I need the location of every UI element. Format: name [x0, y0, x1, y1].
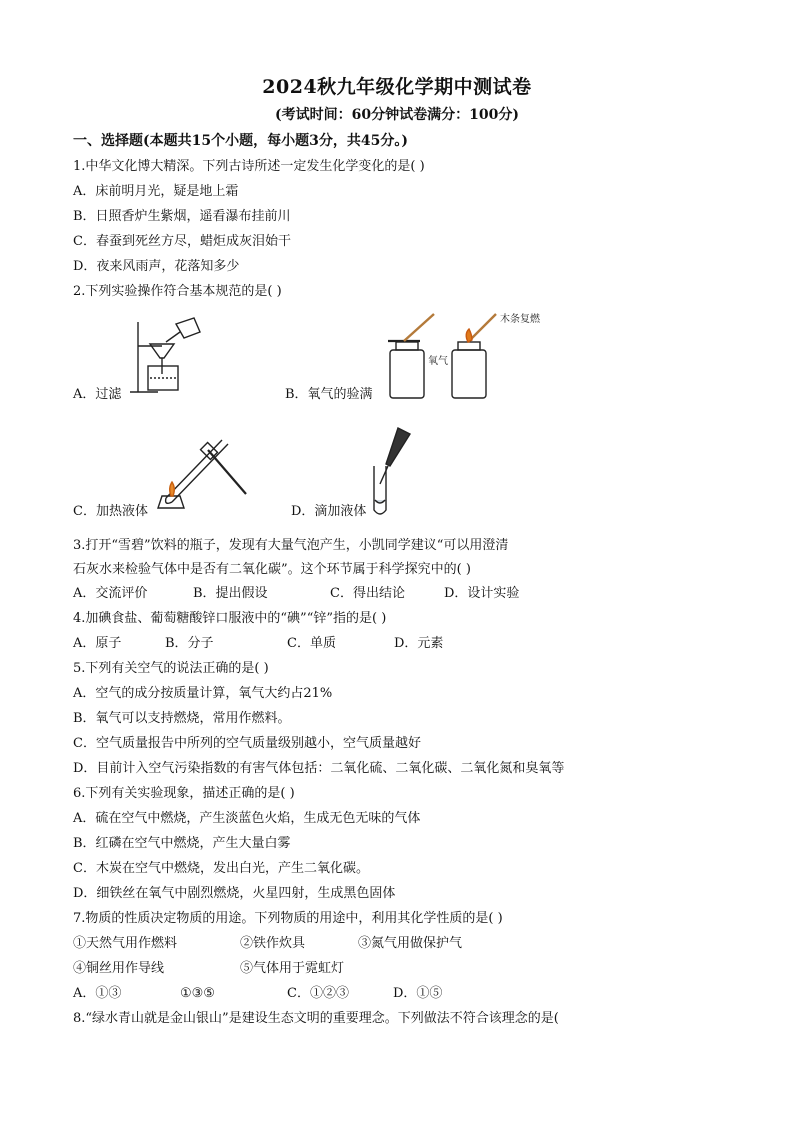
question-2-stem: 2.下列实验操作符合基本规范的是( ) [73, 284, 282, 299]
question-7-item-1: ①天然气用作燃料 [73, 936, 178, 951]
question-4-stem: 4.加碘食盐、葡萄糖酸锌口服液中的“碘”“锌”指的是( ) [73, 611, 387, 626]
question-7-option-a: A．①③ [73, 986, 122, 1001]
question-2-option-b: B．氧气的验满 [285, 387, 373, 402]
filtration-figure [128, 318, 210, 396]
question-3-stem-line1: 3.打开“雪碧”饮料的瓶子，发现有大量气泡产生，小凯同学建议“可以用澄清 [73, 538, 509, 553]
section-heading: 一、选择题(本题共15个小题，每小题3分，共45分。) [73, 133, 408, 149]
question-1-option-b: B．日照香炉生紫烟，遥看瀑布挂前川 [73, 209, 291, 224]
wood-stick-label: 木条复燃 [500, 314, 540, 325]
question-3-option-d: D．设计实验 [444, 586, 520, 601]
question-5-option-d: D．目前计入空气污染指数的有害气体包括：二氧化硫、二氧化碳、二氧化氮和臭氧等 [73, 761, 565, 776]
question-3-option-c: C．得出结论 [330, 586, 405, 601]
question-4-option-b: B．分子 [165, 636, 214, 651]
question-5-option-b: B．氧气可以支持燃烧，常用作燃料。 [73, 711, 291, 726]
question-4-option-d: D．元素 [394, 636, 444, 651]
oxygen-label: 氧气 [428, 356, 448, 367]
question-7-item-5: ⑤气体用于霓虹灯 [240, 961, 345, 976]
question-2-option-d: D．滴加液体 [291, 504, 367, 519]
question-5-option-a: A．空气的成分按质量计算，氧气大约占21% [73, 686, 333, 701]
question-6-option-d: D．细铁丝在氧气中剧烈燃烧，火星四射，生成黑色固体 [73, 886, 396, 901]
question-3-stem-line2: 石灰水来检验气体中是否有二氧化碳”。这个环节属于科学探究中的( ) [73, 562, 471, 577]
question-7-item-3: ③氮气用做保护气 [358, 936, 463, 951]
question-6-option-b: B．红磷在空气中燃烧，产生大量白雾 [73, 836, 291, 851]
question-4-option-a: A．原子 [73, 636, 122, 651]
question-3-option-b: B．提出假设 [193, 586, 268, 601]
question-8-stem: 8.“绿水青山就是金山银山”是建设生态文明的重要理念。下列做法不符合该理念的是( [73, 1011, 559, 1026]
question-7-item-4: ④铜丝用作导线 [73, 961, 165, 976]
question-1-stem: 1.中华文化博大精深。下列古诗所述一定发生化学变化的是( ) [73, 159, 425, 174]
page-subtitle: (考试时间：60分钟试卷满分：100分) [275, 107, 519, 123]
question-7-option-c: C．①②③ [287, 986, 349, 1001]
question-6-stem: 6.下列有关实验现象，描述正确的是( ) [73, 786, 295, 801]
question-7-option-d: D．①⑤ [393, 986, 443, 1001]
question-1-option-c: C．春蚕到死丝方尽，蜡炬成灰泪始干 [73, 234, 291, 249]
question-6-option-a: A．硫在空气中燃烧，产生淡蓝色火焰，生成无色无味的气体 [73, 811, 421, 826]
question-2-option-c: C．加热液体 [73, 504, 148, 519]
question-7-option-b: ①③⑤ [180, 986, 215, 1001]
question-3-option-a: A．交流评价 [73, 586, 148, 601]
question-7-item-2: ②铁作炊具 [240, 936, 306, 951]
page-title: 2024秋九年级化学期中测试卷 [262, 76, 532, 98]
question-4-option-c: C．单质 [287, 636, 336, 651]
heating-liquid-figure [150, 434, 250, 514]
question-5-option-c: C．空气质量报告中所列的空气质量级别越小，空气质量越好 [73, 736, 421, 751]
question-1-option-d: D．夜来风雨声，花落知多少 [73, 259, 240, 274]
oxygen-test-figure [382, 312, 540, 402]
dropper-figure [368, 426, 418, 518]
question-2-option-a: A．过滤 [73, 387, 122, 402]
question-5-stem: 5.下列有关空气的说法正确的是( ) [73, 661, 269, 676]
question-7-stem: 7.物质的性质决定物质的用途。下列物质的用途中，利用其化学性质的是( ) [73, 911, 503, 926]
question-6-option-c: C．木炭在空气中燃烧，发出白光，产生二氧化碳。 [73, 861, 369, 876]
question-1-option-a: A．床前明月光，疑是地上霜 [73, 184, 239, 199]
